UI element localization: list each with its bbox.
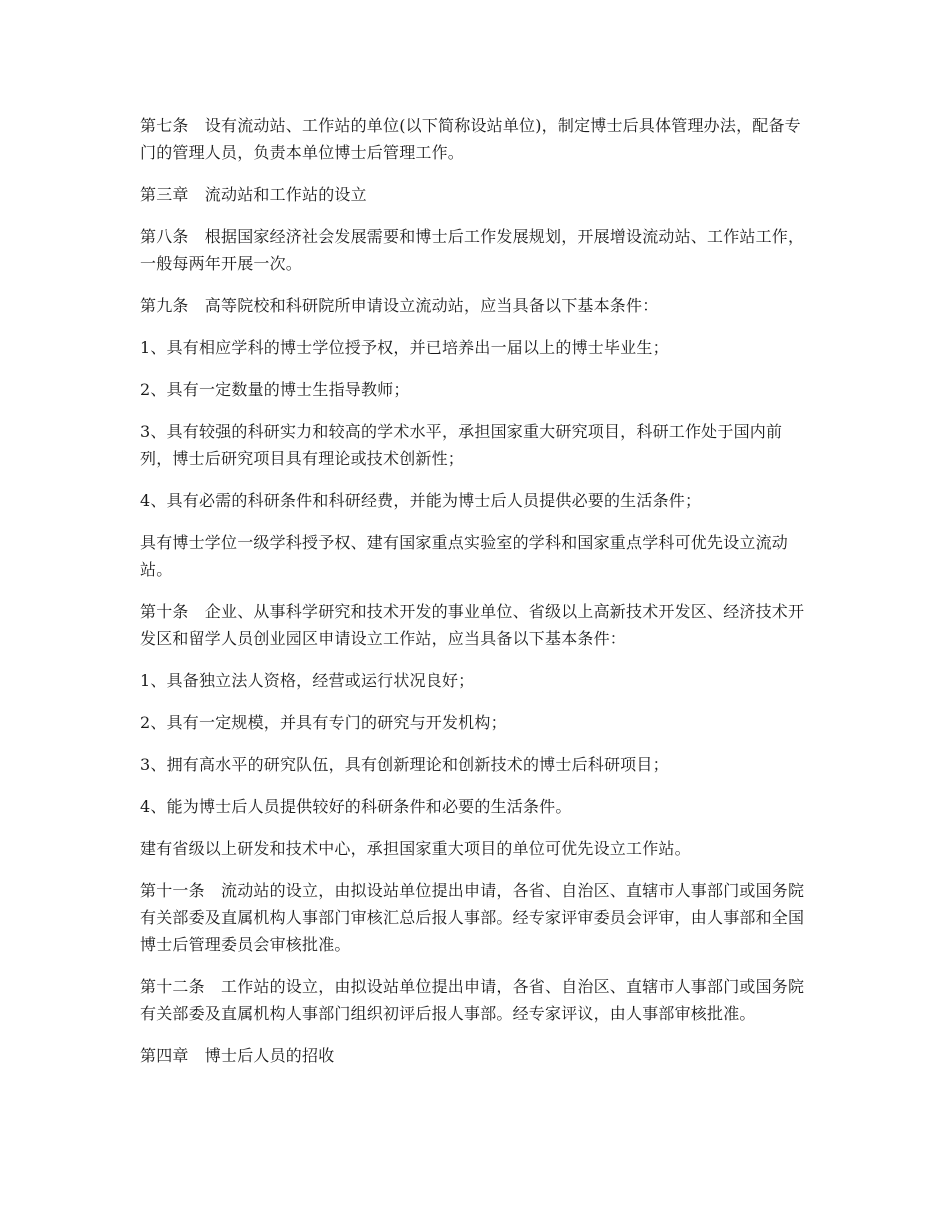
article-10-item-3: 3、拥有高水平的研究队伍，具有创新理论和创新技术的博士后科研项目； [140,755,669,774]
article-9-item-3: 3、具有较强的科研实力和较高的学术水平，承担国家重大研究项目，科研工作处于国内前列，博士后研究项目具有理论或技术创新性； [140,422,783,468]
article-9-paragraph: 第九条 高等院校和科研院所申请设立流动站，应当具备以下基本条件： [140,296,659,315]
article-10-item-4: 4、能为博士后人员提供较好的科研条件和必要的生活条件。 [140,797,572,816]
article-11-paragraph: 第十一条 流动站的设立，由拟设站单位提出申请，各省、自治区、直辖市人事部门或国务院有关部委及直属机构人事部门审核汇总后报人事部。经专家评审委员会评审，由人事部和全国博士后管理委员会审核批准。 [140,881,805,954]
article-9-item-1: 1、具有相应学科的博士学位授予权，并已培养出一届以上的博士毕业生； [140,338,669,357]
article-9-priority-note: 具有博士学位一级学科授予权、建有国家重点实验室的学科和国家重点学科可优先设立流动站。 [140,533,789,579]
article-12-paragraph: 第十二条 工作站的设立，由拟设站单位提出申请，各省、自治区、直辖市人事部门或国务院有关部委及直属机构人事部门组织初评后报人事部。经专家评议，由人事部审核批准。 [140,977,805,1023]
article-10-item-1: 1、具备独立法人资格，经营或运行状况良好； [140,671,475,690]
article-7-paragraph: 第七条 设有流动站、工作站的单位(以下简称设站单位)，制定博士后具体管理办法，配备专门的管理人员，负责本单位博士后管理工作。 [140,116,801,162]
article-10-paragraph: 第十条 企业、从事科学研究和技术开发的事业单位、省级以上高新技术开发区、经济技术开发区和留学人员创业园区申请设立工作站，应当具备以下基本条件： [140,602,805,648]
article-10-priority-note: 建有省级以上研发和技术中心，承担国家重大项目的单位可优先设立工作站。 [140,839,691,858]
article-8-paragraph: 第八条 根据国家经济社会发展需要和博士后工作发展规划，开展增设流动站、工作站工作，一般每两年开展一次。 [140,227,805,273]
article-9-item-2: 2、具有一定数量的博士生指导教师； [140,380,410,399]
document-body [140,112,812,1084]
chapter-3-heading: 第三章 流动站和工作站的设立 [140,185,367,204]
chapter-4-heading: 第四章 博士后人员的招收 [140,1046,335,1065]
article-10-item-2: 2、具有一定规模，并具有专门的研究与开发机构； [140,713,507,732]
article-9-item-4: 4、具有必需的科研条件和科研经费，并能为博士后人员提供必要的生活条件； [140,491,702,510]
